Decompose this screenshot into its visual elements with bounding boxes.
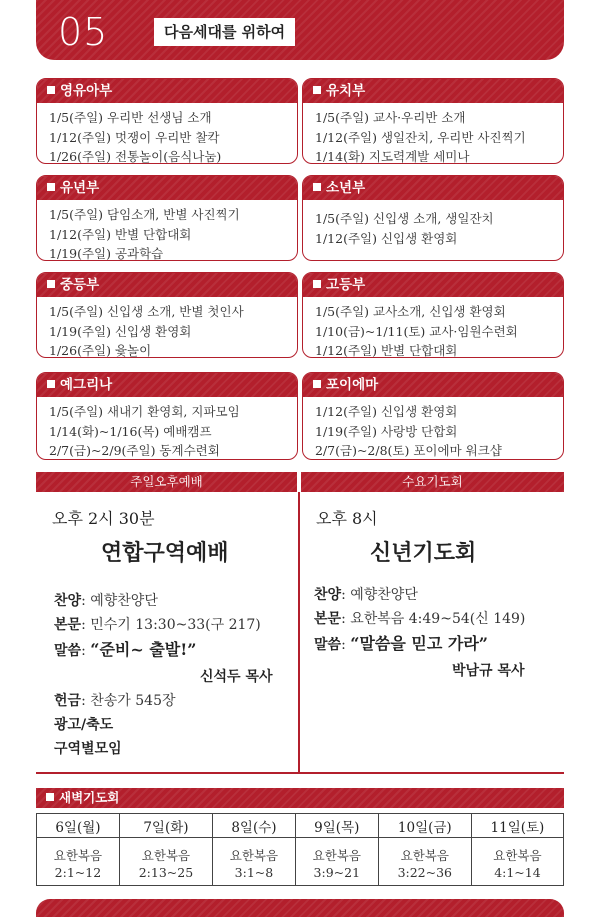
dept-item: 1/5(주일) 새내기 환영회, 지파모임 [49,404,240,419]
dept-card-poiema [302,372,564,460]
sermon-title: “말씀을 믿고 가라” [350,634,488,653]
square-bullet-icon [47,380,55,388]
dept-name: 유년부 [60,180,100,196]
dept-card-yegrina [36,372,298,460]
sunday-worship-header: 주일오후예배 [36,472,297,492]
group-meeting: 구역별모임 [54,741,122,757]
reference-verse: 2:13~25 [138,864,194,880]
scripture-row [54,614,261,634]
reference-verse: 2:1~12 [54,864,102,880]
dept-item: 2/7(금)~2/9(주일) 동계수련회 [49,443,220,458]
reference-cell [471,838,563,886]
square-bullet-icon [47,183,55,191]
dept-name: 소년부 [326,180,366,196]
scripture-value: : 요한복음 4:49~54(신 149) [341,611,526,627]
section-title: 다음세대를 위하여 [154,18,295,46]
worship-name: 연합구역예배 [101,540,229,566]
choir-value: : 예향찬양단 [341,587,418,603]
dept-item: 1/5(주일) 신입생 소개, 생일잔치 [315,211,494,226]
scripture-label: 본문 [314,611,342,627]
dept-item: 1/12(주일) 신입생 환영회 [315,230,458,246]
worship-name: 신년기도회 [370,540,477,566]
dept-item: 1/26(주일) 윷놀이 [49,343,152,358]
reference-book: 요한복음 [141,847,191,863]
dept-item: 1/12(주일) 신입생 환영회 [315,404,458,419]
reference-cell [213,838,296,886]
dept-item: 1/12(주일) 반별 단합대회 [315,343,458,358]
preacher: 신석두 목사 [200,669,273,685]
announcement: 광고/축도 [54,717,114,733]
day-row [37,814,564,838]
day-cell: 11일(토) [471,814,563,838]
sermon-row: 말씀: “준비~ 출발!” [54,640,197,659]
dept-card-kindergarten [302,78,564,164]
dept-item: 1/5(주일) 교사·우리반 소개 [315,110,466,125]
square-bullet-icon [313,183,321,191]
dept-item: 1/5(주일) 담임소개, 반별 사진찍기 [49,207,240,222]
reference-verse: 3:22~36 [397,864,453,880]
dept-item: 1/14(화)~1/16(목) 예배캠프 [49,423,212,439]
dept-item: 1/10(금)~1/11(토) 교사·임원수련회 [315,323,518,339]
reference-book: 요한복음 [229,847,279,863]
dept-name: 영유아부 [60,83,113,99]
offering-value: : 찬송가 545장 [81,693,176,709]
dept-item: 1/12(주일) 멋쟁이 우리반 찰칵 [49,129,220,145]
worship-divider [298,492,300,774]
square-bullet-icon [313,86,321,94]
section-number: 05 [58,10,109,54]
sermon-title: “준비~ 출발!” [90,640,197,659]
reference-cell [295,838,378,886]
reference-row [37,838,564,886]
dept-item: 1/12(주일) 반별 단합대회 [49,226,192,242]
worship-time: 오후 2시 30분 [52,509,155,528]
sermon-label: 말씀 [314,637,342,653]
footer-band [36,899,564,917]
dept-name: 고등부 [326,277,366,293]
offering-row [54,690,176,710]
day-cell: 8일(수) [213,814,296,838]
sermon-row: 말씀: “말씀을 믿고 가라” [314,634,488,653]
dept-item: 1/12(주일) 생일잔치, 우리반 사진찍기 [315,129,526,145]
section-header [36,0,564,60]
dept-item: 1/19(주일) 신입생 환영회 [49,323,192,339]
dept-item: 2/7(금)~2/8(토) 포이에마 워크샵 [315,443,502,458]
reference-book: 요한복음 [400,847,449,863]
day-cell: 6일(월) [37,814,120,838]
choir-value: : 예향찬양단 [81,593,158,609]
dept-name: 중등부 [60,277,100,293]
scripture-value: : 민수기 13:30~33(구 217) [81,617,261,633]
dawn-prayer-table [36,813,564,886]
day-cell: 9일(목) [295,814,378,838]
sermon-label: 말씀 [54,643,82,659]
dept-card-high [302,272,564,358]
square-bullet-icon [313,280,321,288]
dawn-prayer-section [36,788,564,886]
reference-book: 요한복음 [53,847,103,863]
dept-item: 1/5(주일) 교사소개, 신입생 환영회 [315,304,506,319]
dept-card-middle [36,272,298,358]
day-cell: 7일(화) [119,814,212,838]
dept-card-youth [302,175,564,261]
choir-row [314,584,418,604]
worship-section [36,472,564,774]
dept-item: 1/5(주일) 신입생 소개, 반별 첫인사 [49,304,244,319]
square-bullet-icon [313,380,321,388]
reference-verse: 4:1~14 [494,864,541,880]
reference-cell [37,838,120,886]
scripture-row [314,608,525,628]
worship-time: 오후 8시 [316,509,378,528]
wednesday-worship-header: 수요기도회 [301,472,564,492]
square-bullet-icon [47,86,55,94]
dept-name: 포이에마 [326,377,379,393]
preacher: 박남규 목사 [452,663,525,679]
dept-item: 1/14(화) 지도력계발 세미나 [315,149,470,164]
offering-label: 헌금 [54,693,82,709]
scripture-label: 본문 [54,617,82,633]
square-bullet-icon [46,793,54,801]
dept-name: 예그리나 [60,377,113,393]
dept-item: 1/26(주일) 전통놀이(음식나눔) [49,149,222,164]
choir-row [54,590,158,610]
dept-card-infant [36,78,298,164]
dawn-prayer-title: 새벽기도회 [59,790,120,805]
reference-verse: 3:1~8 [234,864,274,880]
dept-item: 1/5(주일) 우리반 선생님 소개 [49,110,212,125]
reference-cell [378,838,471,886]
reference-book: 요한복음 [493,847,542,863]
square-bullet-icon [47,280,55,288]
choir-label: 찬양 [54,593,82,609]
choir-label: 찬양 [314,587,342,603]
dept-item: 1/19(주일) 공과학습 [49,246,164,261]
dept-card-elementary [36,175,298,261]
reference-cell [119,838,212,886]
dept-item: 1/19(주일) 사랑방 단합회 [315,423,458,439]
day-cell: 10일(금) [378,814,471,838]
reference-verse: 3:9~21 [313,864,361,880]
reference-book: 요한복음 [312,847,361,863]
dept-name: 유치부 [326,83,366,99]
